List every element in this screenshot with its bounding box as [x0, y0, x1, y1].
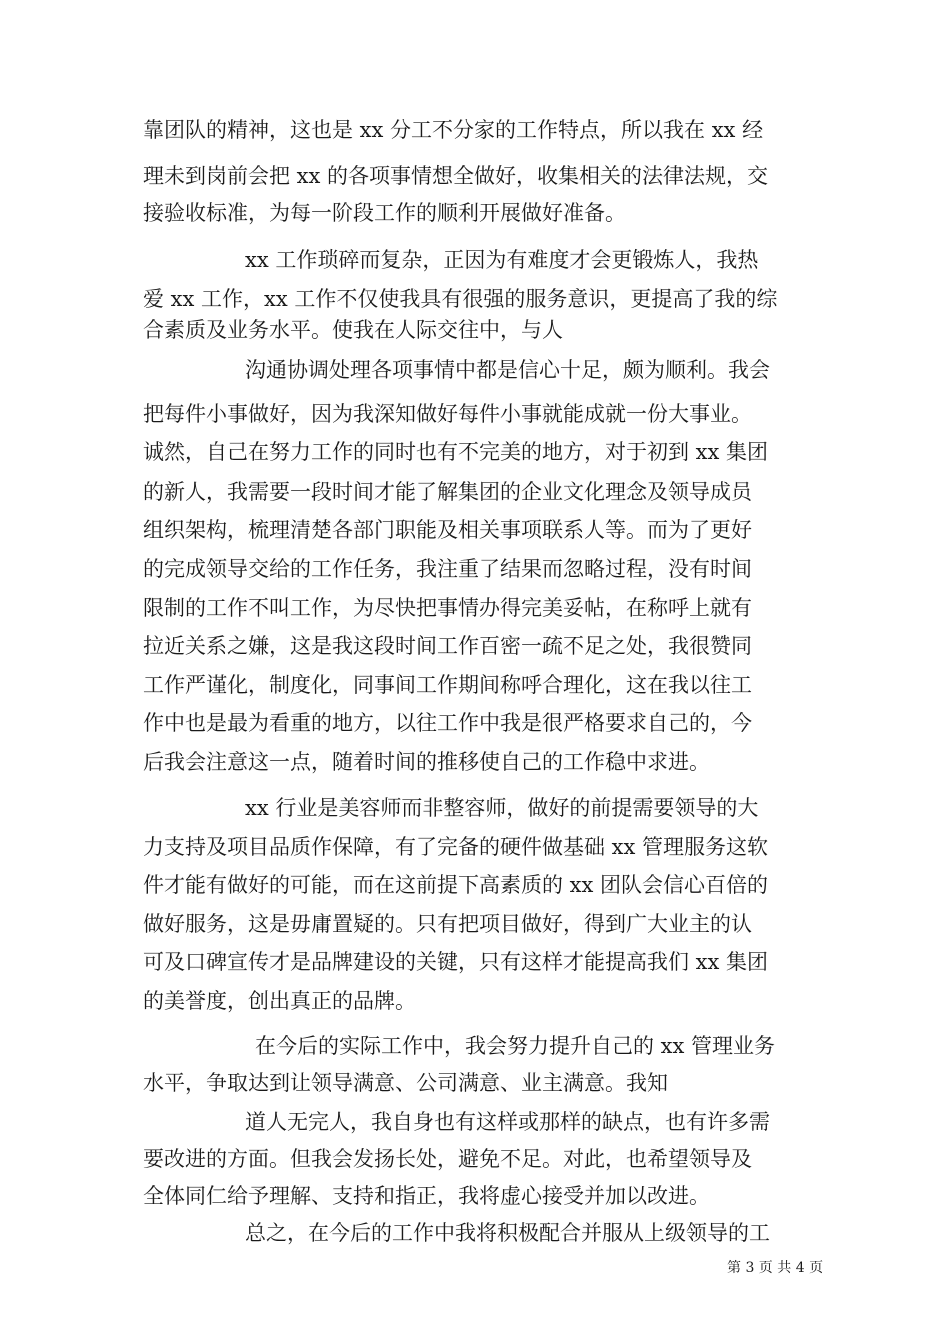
- paragraph-line: 组织架构，梳理清楚各部门职能及相关事项联系人等。而为了更好: [143, 518, 752, 542]
- paragraph-line: 靠团队的精神，这也是 xx 分工不分家的工作特点，所以我在 xx 经: [143, 118, 764, 142]
- paragraph-line: 道人无完人，我自身也有这样或那样的缺点，也有许多需: [245, 1110, 770, 1134]
- paragraph-line: 后我会注意这一点，随着时间的推移使自己的工作稳中求进。: [143, 750, 710, 774]
- paragraph-line: 工作严谨化，制度化，同事间工作期间称呼合理化，这在我以往工: [143, 673, 752, 697]
- paragraph-line: 接验收标准，为每一阶段工作的顺利开展做好准备。: [143, 201, 626, 225]
- paragraph-line: 理未到岗前会把 xx 的各项事情想全做好，收集相关的法律法规，交: [143, 164, 769, 188]
- paragraph-line: 爱 xx 工作，xx 工作不仅使我具有很强的服务意识，更提高了我的综: [143, 287, 778, 311]
- paragraph-line: 的新人，我需要一段时间才能了解集团的企业文化理念及领导成员: [143, 480, 752, 504]
- paragraph-line: 全体同仁给予理解、支持和指正，我将虚心接受并加以改进。: [143, 1184, 710, 1208]
- paragraph-line: 要改进的方面。但我会发扬长处，避免不足。对此，也希望领导及: [143, 1147, 752, 1171]
- paragraph-line: 水平，争取达到让领导满意、公司满意、业主满意。我知: [143, 1071, 668, 1095]
- paragraph-line: 的完成领导交给的工作任务，我注重了结果而忽略过程，没有时间: [143, 557, 752, 581]
- paragraph-line: 合素质及业务水平。使我在人际交往中，与人: [143, 318, 563, 342]
- paragraph-line: 诚然，自己在努力工作的同时也有不完美的地方，对于初到 xx 集团: [143, 440, 769, 464]
- paragraph-line: 限制的工作不叫工作，为尽快把事情办得完美妥帖，在称呼上就有: [143, 596, 752, 620]
- paragraph-line: 件才能有做好的可能，而在这前提下高素质的 xx 团队会信心百倍的: [143, 873, 769, 897]
- page-number-footer: 第 3 页 共 4 页: [727, 1260, 824, 1276]
- paragraph-line: 的美誉度，创出真正的品牌。: [143, 989, 416, 1013]
- paragraph-line: 作中也是最为看重的地方，以往工作中我是很严格要求自己的，今: [143, 711, 752, 735]
- paragraph-line: xx 行业是美容师而非整容师，做好的前提需要领导的大: [245, 796, 759, 820]
- paragraph-line: 沟通协调处理各项事情中都是信心十足，颇为顺利。我会: [245, 358, 770, 382]
- paragraph-line: 拉近关系之嫌，这是我这段时间工作百密一疏不足之处，我很赞同: [143, 634, 752, 658]
- paragraph-line: 可及口碑宣传才是品牌建设的关键，只有这样才能提高我们 xx 集团: [143, 950, 769, 974]
- paragraph-line: 在今后的实际工作中，我会努力提升自己的 xx 管理业务: [255, 1034, 776, 1058]
- paragraph-line: 做好服务，这是毋庸置疑的。只有把项目做好，得到广大业主的认: [143, 912, 752, 936]
- paragraph-line: 把每件小事做好，因为我深知做好每件小事就能成就一份大事业。: [143, 402, 752, 426]
- paragraph-line: xx 工作琐碎而复杂，正因为有难度才会更锻炼人，我热: [245, 248, 759, 272]
- paragraph-line: 总之，在今后的工作中我将积极配合并服从上级领导的工: [245, 1221, 770, 1245]
- paragraph-line: 力支持及项目品质作保障，有了完备的硬件做基础 xx 管理服务这软: [143, 835, 769, 859]
